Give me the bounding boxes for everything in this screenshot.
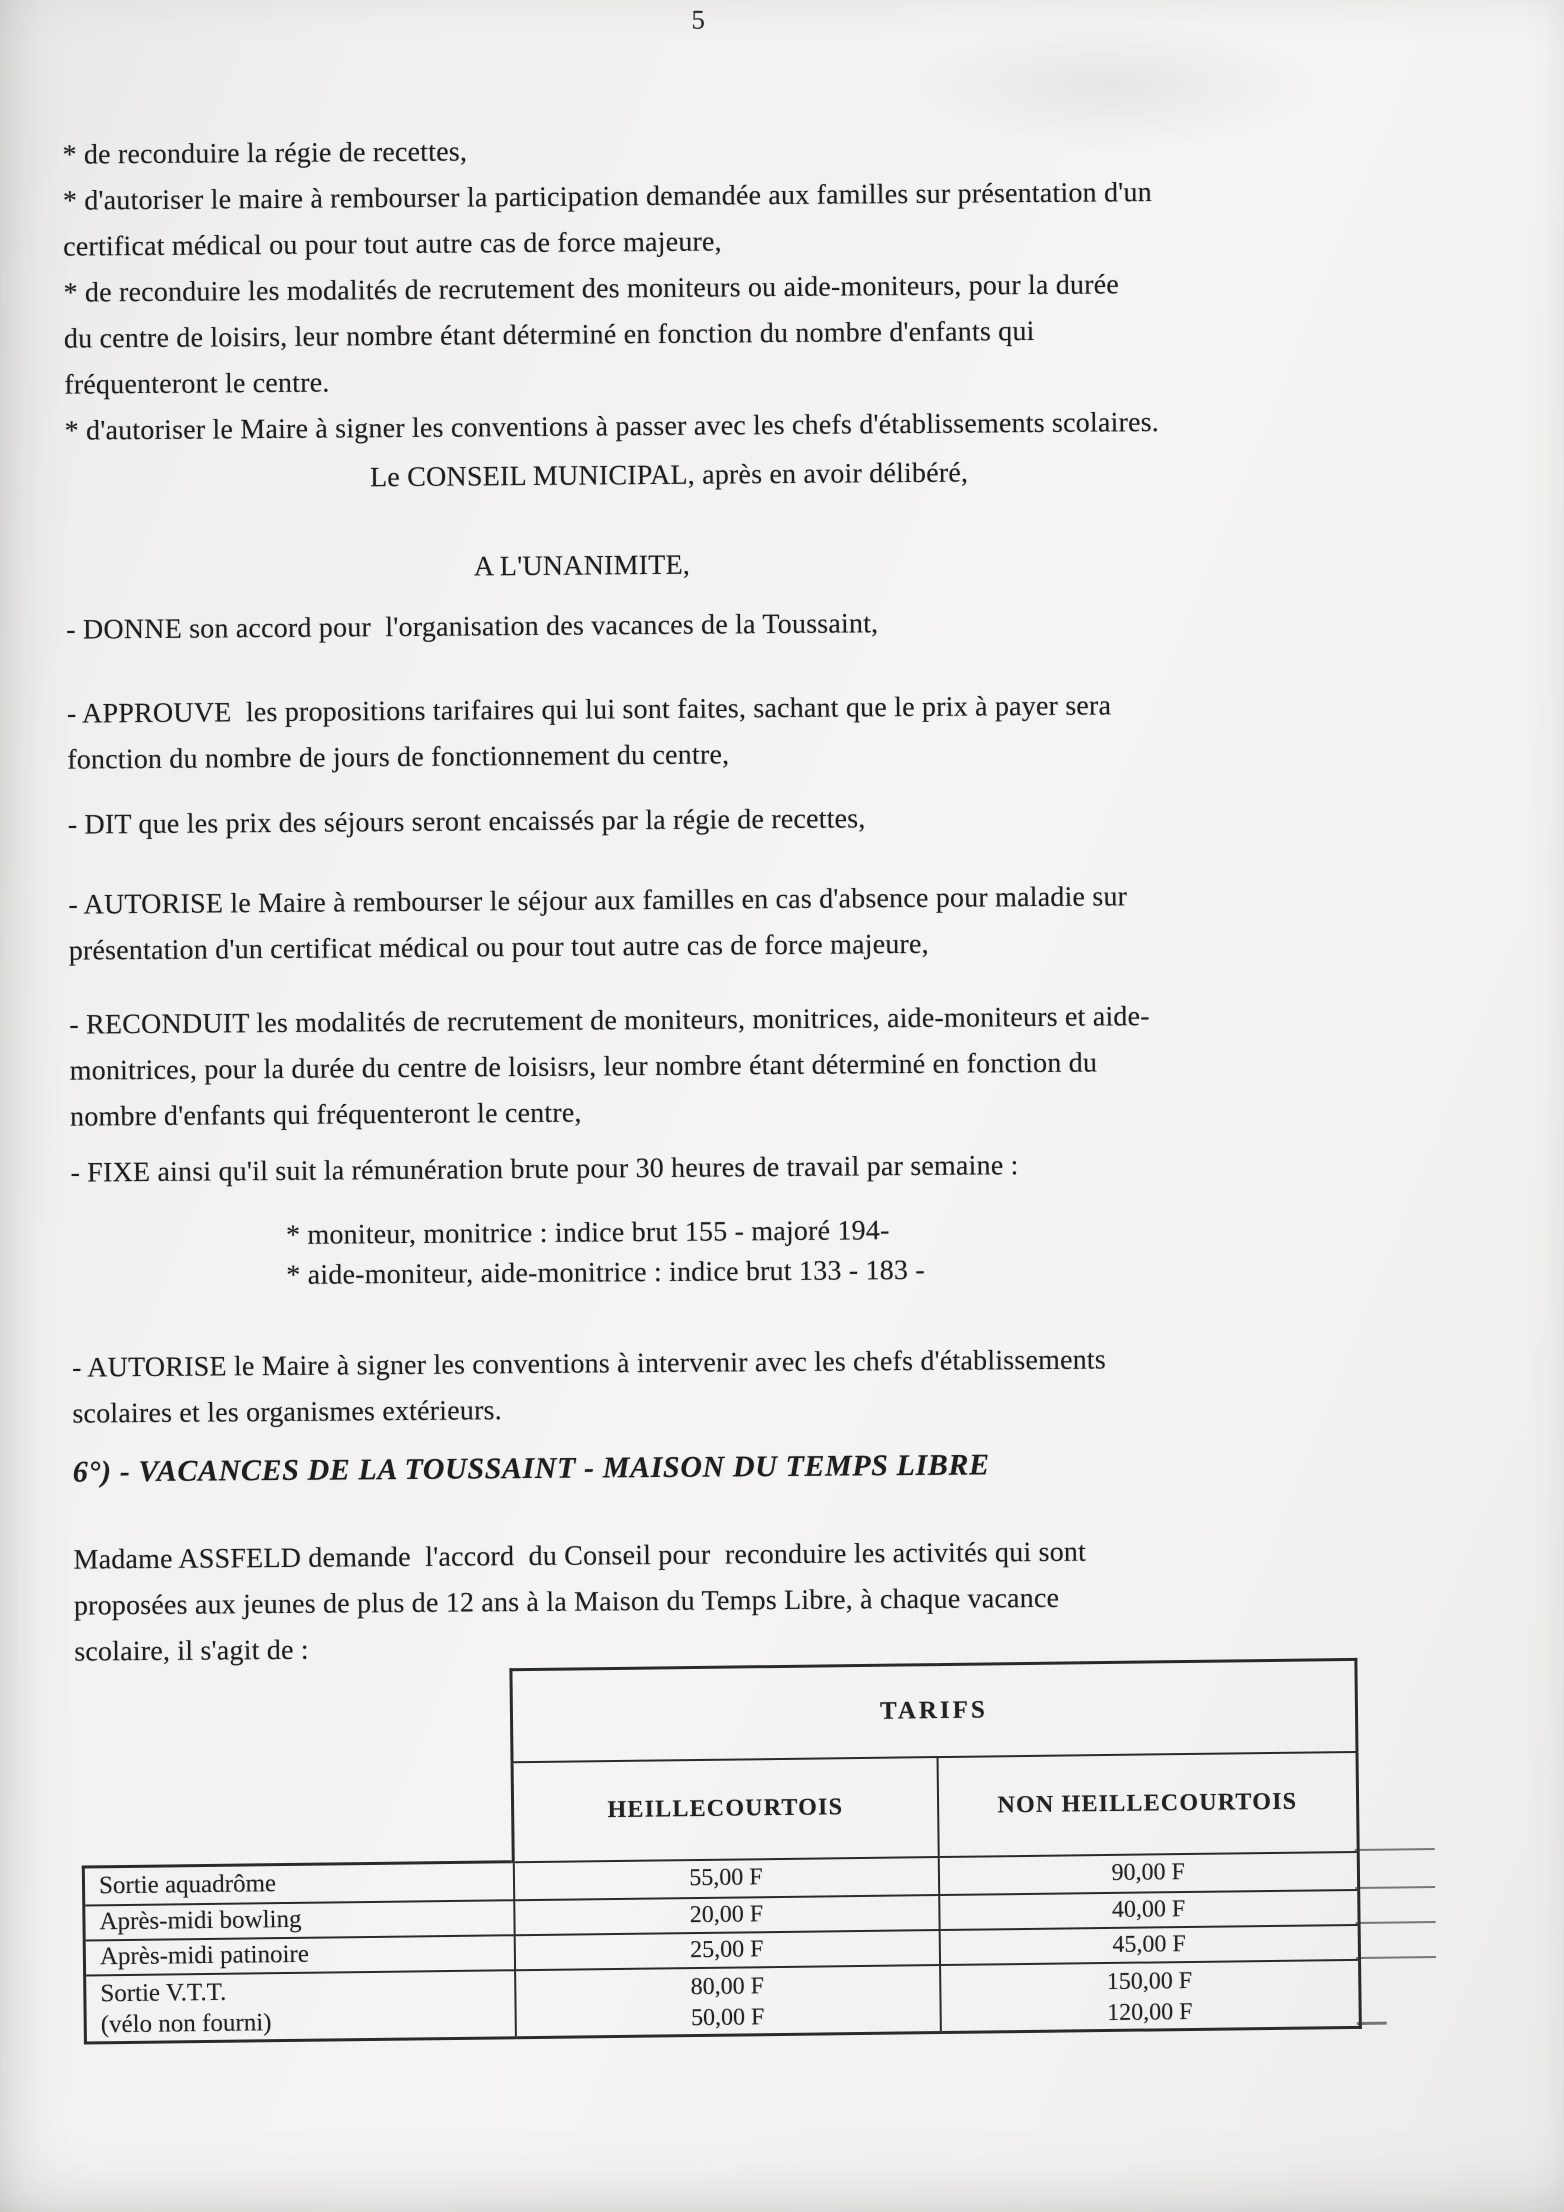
price-cell [940,1959,1361,2032]
text-line: 150,00 F [1106,1967,1193,1995]
text-line: * aide-moniteur, aide-monitrice : indice brut 133 - 183 - [286,1254,925,1291]
price-cell: 20,00 F [514,1895,939,1935]
resolution-autorise-remboursement [68,874,1127,974]
price-cell: 25,00 F [514,1930,939,1970]
text-line: - FIXE ainsi qu'il suit la rémunération brute pour 30 heures de travail par semaine : [70,1150,1019,1189]
section-heading [73,1442,990,1495]
assfeld-paragraph [73,1530,1087,1676]
table-row [85,1959,1361,2042]
price-cell: 55,00 F [513,1857,938,1900]
text-line: - AUTORISE le Maire à signer les conventions à intervenir avec les chefs d'établissements [71,1344,1107,1384]
text-line: * de reconduire la régie de recettes, [62,136,468,171]
page-number: 5 [691,4,706,35]
resolution-fixe [70,1143,1018,1196]
heading-text: 6°) - VACANCES DE LA TOUSSAINT - MAISON DU TEMPS LIBRE [72,1448,990,1489]
price-cell: 45,00 F [939,1924,1359,1964]
text-line: * d'autoriser le Maire à signer les conventions à passer avec les chefs d'établissements scolaires. [64,407,1160,447]
text-line: Madame ASSFELD demande l'accord du Conseil pour reconduire les activités qui sont [73,1536,1087,1576]
column-header-heillecourtois: HEILLECOURTOIS [512,1757,938,1862]
scan-line-artifact [1355,1848,1435,1851]
tariff-table-wrap [79,1658,1358,2044]
text-line: fréquenteront le centre. [64,367,330,401]
text-line: - APPROUVE les propositions tarifaires qui lui sont faites, sachant que le prix à payer sera [66,690,1112,730]
table-title-cell: TARIFS [511,1659,1357,1761]
text-line: proposées aux jeunes de plus de 12 ans à la Maison du Temps Libre, à chaque vacance [73,1582,1060,1622]
text-line: scolaires et les organismes extérieurs. [72,1395,502,1430]
text-line: - AUTORISE le Maire à rembourser le séjour aux familles en cas d'absence pour maladie sur [68,881,1128,921]
resolution-reconduit [69,994,1150,1140]
scan-line-artifact [1356,1956,1436,1959]
text-line: monitrices, pour la durée du centre de loisisrs, leur nombre étant déterminé en fonction du [69,1047,1098,1087]
text-line: certificat médical ou pour tout autre cas de force majeure, [63,226,722,263]
text-line: (vélo non fourni) [100,2008,272,2038]
text-line: présentation d'un certificat médical ou pour tout autre cas de force majeure, [68,928,929,967]
text-line: du centre de loisirs, leur nombre étant déterminé en fonction du nombre d'enfants qui [63,315,1035,355]
text-line: Sortie V.T.T. [100,1978,227,2007]
row-label: Après-midi patinoire [84,1935,514,1975]
tariff-table [79,1658,1361,2044]
row-label: Sortie aquadrôme [83,1862,513,1905]
unanimity-line [474,543,691,591]
text-line: Le CONSEIL MUNICIPAL, après en avoir délibéré, [369,457,969,494]
price-cell [515,1965,941,2038]
text-line: - DONNE son accord pour l'organisation des vacances de la Toussaint, [66,608,879,646]
scan-line-artifact [1355,1886,1435,1889]
text-line: 120,00 F [1107,1998,1193,2026]
table-title-row [81,1659,1357,1767]
price-cell: 90,00 F [938,1851,1358,1894]
scan-line-artifact [1356,1921,1436,1924]
row-label [85,1970,516,2043]
row-label: Après-midi bowling [84,1900,514,1940]
resolution-autorise-conventions [72,1337,1107,1437]
text-line: nombre d'enfants qui fréquenteront le centre, [69,1097,582,1133]
remuneration-items [286,1211,925,1296]
intro-paragraphs [62,124,1159,455]
text-line: - DIT que les prix des séjours seront encaissés par la régie de recettes, [67,803,866,841]
resolution-donne [66,601,878,653]
text-line: * d'autoriser le maire à rembourser la participation demandée aux familles sur présentation d'un [62,177,1152,217]
price-cell: 40,00 F [939,1889,1359,1929]
text-line: A L'UNANIMITE, [473,549,691,583]
text-line: * de reconduire les modalités de recrutement des moniteurs ou aide-moniteurs, pour la durée [63,269,1120,309]
text-line: scolaire, il s'agit de : [74,1634,309,1668]
text-line: 50,00 F [690,2003,765,2031]
scan-line-artifact [1357,2022,1387,2025]
text-line: fonction du nombre de jours de fonctionnement du centre, [67,739,730,776]
resolution-approuve [67,683,1112,783]
text-line: 80,00 F [690,1972,765,2000]
text-line: * moniteur, monitrice : indice brut 155 - majoré 194- [285,1215,890,1251]
deliberation-line [370,451,968,502]
table-blank-cell [81,1670,513,1867]
resolution-dit [68,796,866,848]
column-header-non-heillecourtois: NON HEILLECOURTOIS [937,1751,1358,1856]
text-line: - RECONDUIT les modalités de recrutement de moniteurs, monitrices, aide-moniteurs et aide- [69,1001,1150,1041]
